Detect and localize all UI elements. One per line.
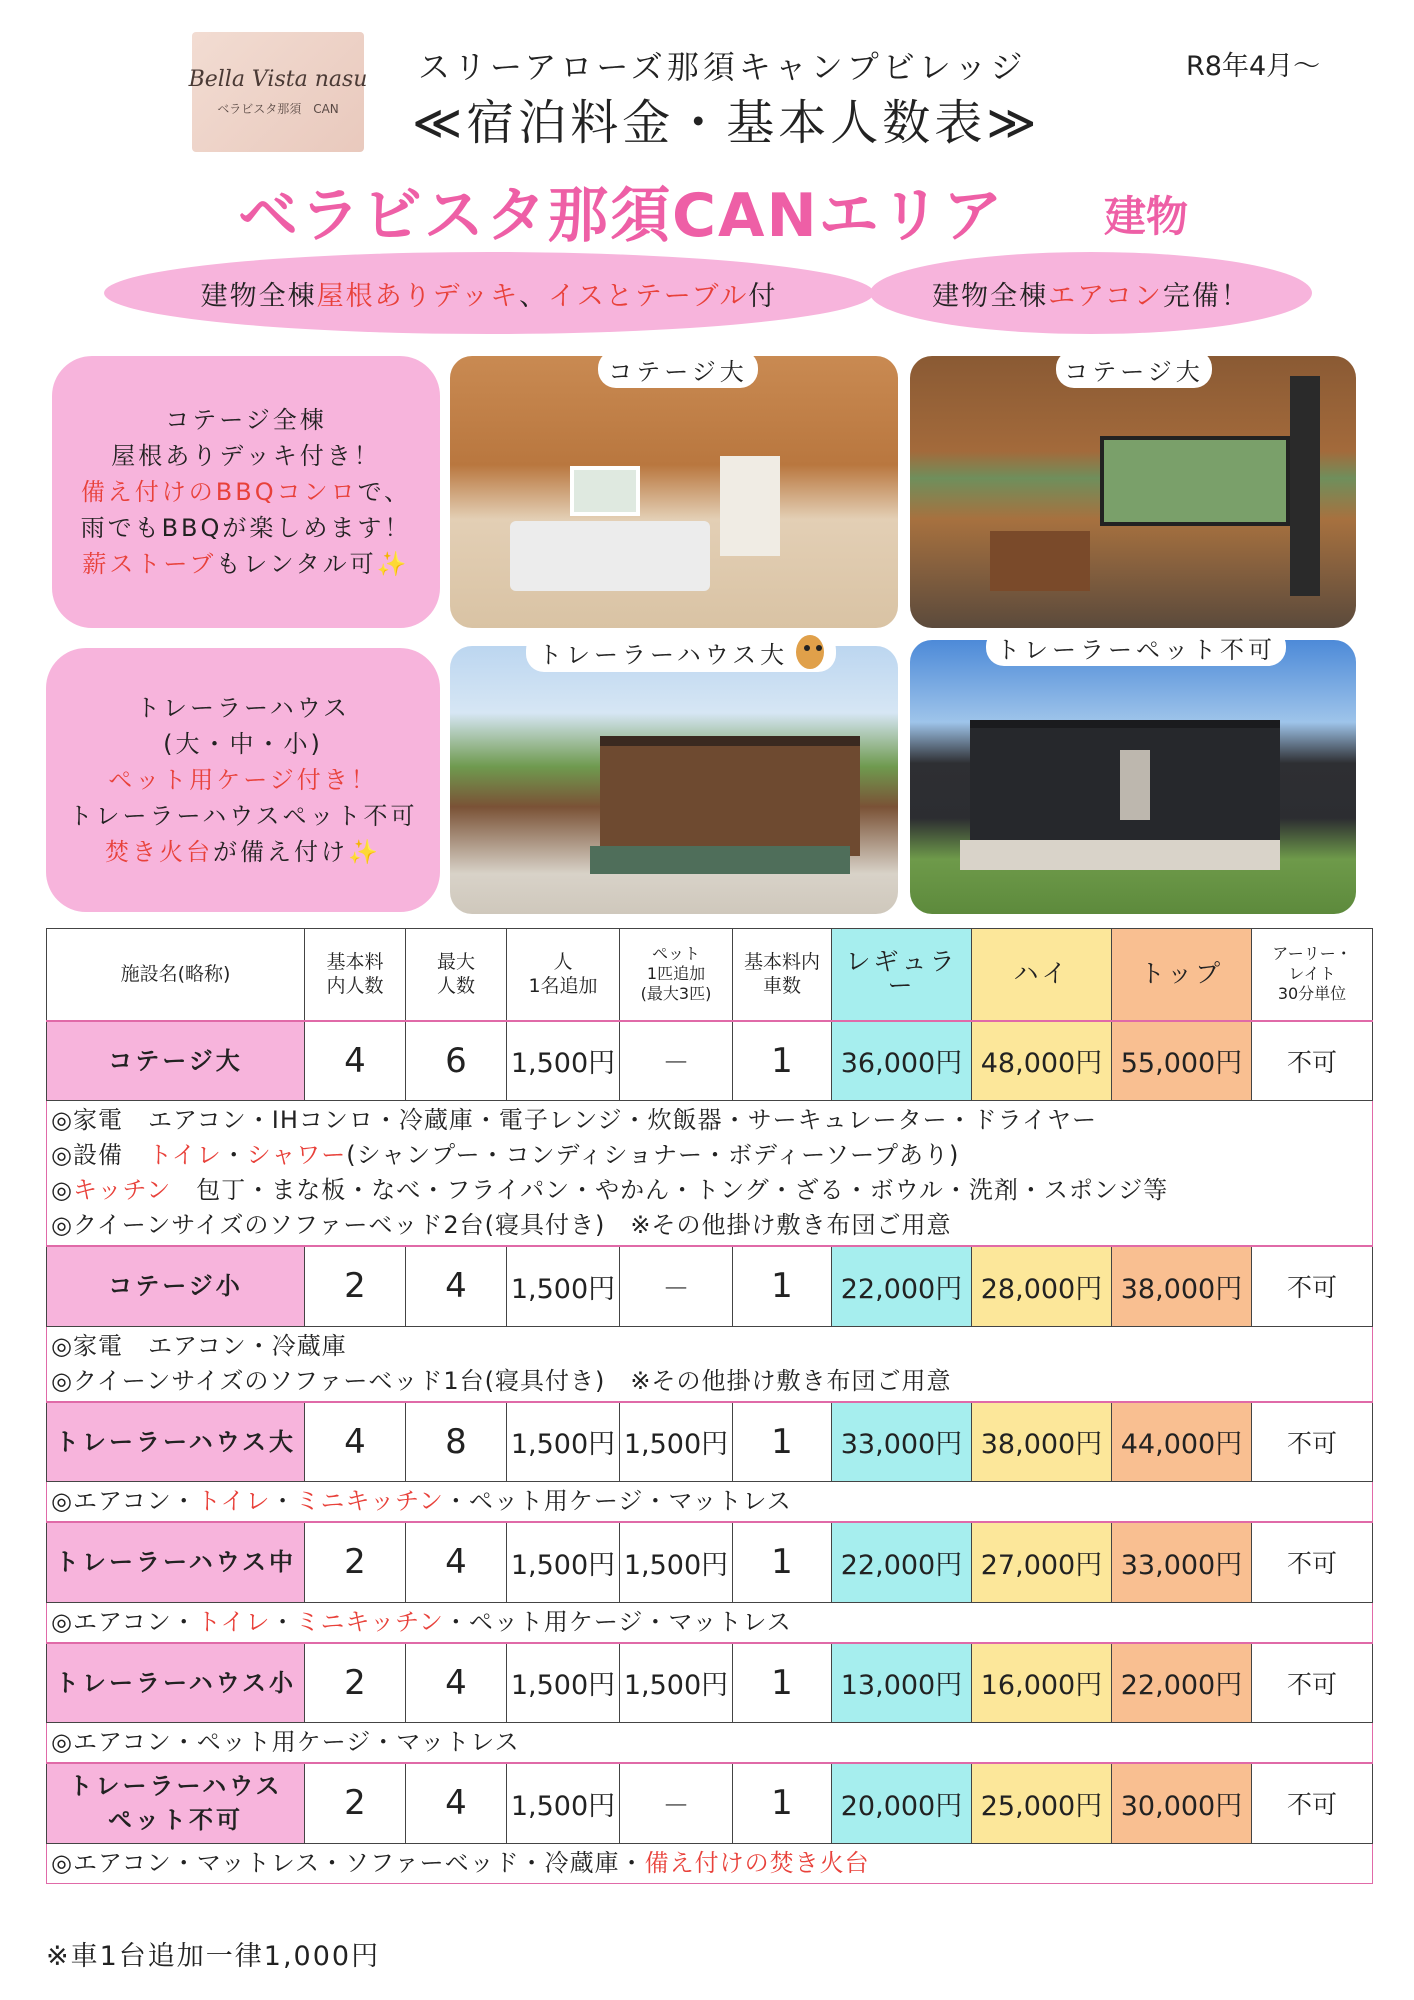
early-late-status: 不可	[1252, 1763, 1373, 1843]
detail-text: ・	[270, 1487, 296, 1515]
col-header-max	[406, 929, 507, 1021]
promo-text: もレンタル可✨	[216, 550, 410, 578]
car-count: 1	[733, 1643, 832, 1723]
car-count: 1	[733, 1402, 832, 1482]
max-people: 8	[406, 1402, 507, 1482]
col-header-top: トップ	[1112, 929, 1252, 1021]
area-title: ベラビスタ那須CANエリア	[238, 181, 1005, 251]
car-count: 1	[733, 1522, 832, 1602]
cottage-deck-photo	[910, 356, 1356, 628]
regular-price: 22,000円	[832, 1522, 972, 1602]
detail-text: 包丁・まな板・なべ・フライパン・やかん・トング・ざる・ボウル・洗剤・スポンジ等	[171, 1176, 1169, 1204]
facility-name: トレーラーハウス小	[47, 1643, 305, 1723]
banner-text: 付	[748, 280, 778, 312]
table-row	[47, 1246, 1373, 1326]
add-person-fee: 1,500円	[507, 1763, 620, 1843]
detail-line	[51, 1605, 1368, 1640]
promo-line	[82, 546, 409, 582]
photo-label: トレーラーペット不可	[986, 628, 1286, 666]
facility-name-line: ペット不可	[108, 1806, 243, 1835]
banner-highlight: イスとテーブル	[548, 280, 749, 312]
detail-line: ◎クイーンサイズのソファーベッド2台(寝具付き) ※その他掛け敷き布団ご用意	[51, 1211, 952, 1239]
add-person-fee: 1,500円	[507, 1402, 620, 1482]
page-title: ≪宿泊料金・基本人数表≫	[412, 95, 1041, 151]
detail-line	[51, 1484, 1368, 1519]
detail-text: ◎エアコン・	[51, 1607, 197, 1636]
high-price: 48,000円	[972, 1021, 1112, 1101]
facility-details	[47, 1326, 1373, 1402]
table-row	[47, 1643, 1373, 1723]
header-line: 基本料内	[743, 951, 820, 974]
pet-fee: 1,500円	[620, 1402, 733, 1482]
header-line: (最大3匹)	[640, 984, 712, 1004]
header-campsite-name: スリーアローズ那須キャンプビレッジ	[418, 48, 1027, 86]
col-header-base	[305, 929, 406, 1021]
high-price: 27,000円	[972, 1522, 1112, 1602]
base-people: 2	[305, 1246, 406, 1326]
base-people: 4	[305, 1402, 406, 1482]
promo-line: (大・中・小)	[163, 730, 323, 758]
promo-line: トレーラーハウスペット不可	[68, 802, 418, 830]
detail-text: ・	[221, 1141, 247, 1169]
table-header-row	[47, 929, 1373, 1021]
facility-details	[47, 1723, 1373, 1764]
promo-text: が備え付け✨	[213, 838, 381, 866]
banner-text: 建物全棟	[932, 280, 1049, 312]
col-header-high: ハイ	[972, 929, 1112, 1021]
brand-logo	[188, 32, 368, 152]
top-price: 44,000円	[1112, 1402, 1252, 1482]
top-price: 33,000円	[1112, 1522, 1252, 1602]
facility-name: コテージ小	[47, 1246, 305, 1326]
detail-highlight: キッチン	[72, 1176, 172, 1204]
header-line: 1名追加	[528, 975, 598, 998]
header-line: レイト	[1288, 964, 1336, 984]
deck-feature-banner	[104, 252, 874, 334]
table-detail-row	[47, 1482, 1373, 1523]
col-header-name: 施設名(略称)	[47, 929, 305, 1021]
promo-line: コテージ全棟	[165, 406, 327, 434]
header-line: 内人数	[326, 975, 384, 998]
effective-date: R8年4月～	[1186, 51, 1321, 82]
detail-highlight: ミニキッチン	[295, 1487, 444, 1515]
table-detail-row	[47, 1326, 1373, 1402]
base-people: 2	[305, 1763, 406, 1843]
facility-details	[47, 1101, 1373, 1247]
regular-price: 33,000円	[832, 1402, 972, 1482]
regular-price: 13,000円	[832, 1643, 972, 1723]
high-price: 25,000円	[972, 1763, 1112, 1843]
promo-line: 屋根ありデッキ付き！	[111, 442, 381, 470]
detail-highlight: シャワー	[246, 1141, 347, 1169]
table-detail-row	[47, 1843, 1373, 1883]
detail-text: ・ペット用ケージ・マットレス	[443, 1607, 792, 1636]
area-subtitle: 建物	[1104, 192, 1189, 241]
max-people: 4	[406, 1246, 507, 1326]
banner-text: 、	[519, 280, 549, 312]
car-fee-footnote: ※車1台追加一律1,000円	[46, 1941, 381, 1972]
photo-label: コテージ大	[598, 350, 758, 388]
add-person-fee: 1,500円	[507, 1246, 620, 1326]
aircon-feature-banner	[870, 252, 1312, 334]
photo-label-text: トレーラーハウス大	[538, 640, 789, 669]
banner-highlight: 屋根ありデッキ	[316, 280, 520, 312]
detail-highlight: ミニキッチン	[295, 1607, 444, 1636]
trailer-promo-box	[46, 648, 440, 912]
promo-line: 雨でもBBQが楽しめます！	[80, 514, 412, 542]
max-people: 6	[406, 1021, 507, 1101]
table-detail-row	[47, 1602, 1373, 1643]
header-line: ペット	[651, 944, 700, 964]
base-people: 2	[305, 1643, 406, 1723]
car-count: 1	[733, 1246, 832, 1326]
add-person-fee: 1,500円	[507, 1522, 620, 1602]
max-people: 4	[406, 1643, 507, 1723]
pet-fee: 1,500円	[620, 1522, 733, 1602]
detail-line	[51, 1846, 1368, 1881]
regular-price: 22,000円	[832, 1246, 972, 1326]
facility-details	[47, 1602, 1373, 1643]
logo-sub-text: ベラビスタ那須 CAN	[217, 102, 339, 116]
facility-name: トレーラーハウス中	[47, 1522, 305, 1602]
no-pet-trailer-photo	[910, 640, 1356, 914]
detail-line: ◎エアコン・ペット用ケージ・マットレス	[51, 1728, 520, 1756]
base-people: 2	[305, 1522, 406, 1602]
detail-line: ◎クイーンサイズのソファーベッド1台(寝具付き) ※その他掛け敷き布団ご用意	[51, 1366, 952, 1395]
dog-icon	[796, 635, 824, 669]
col-header-add-person	[507, 929, 620, 1021]
logo-script-text: Bella Vista nasu	[188, 67, 368, 92]
high-price: 28,000円	[972, 1246, 1112, 1326]
pet-fee: －	[620, 1246, 733, 1326]
regular-price: 20,000円	[832, 1763, 972, 1843]
facility-name-line: トレーラーハウス	[68, 1772, 283, 1801]
detail-line	[51, 1138, 1368, 1173]
early-late-status: 不可	[1252, 1246, 1373, 1326]
promo-highlight: 焚き火台	[105, 838, 214, 866]
table-row	[47, 1021, 1373, 1101]
header-line: 人	[553, 951, 573, 974]
table-row	[47, 1522, 1373, 1602]
table-detail-row	[47, 1723, 1373, 1764]
price-table	[46, 928, 1373, 1884]
detail-highlight: トイレ	[196, 1487, 271, 1515]
header-line: 人数	[436, 975, 475, 998]
detail-highlight: トイレ	[147, 1141, 222, 1169]
facility-name: トレーラーハウス大	[47, 1402, 305, 1482]
col-header-cars	[733, 929, 832, 1021]
promo-line	[81, 474, 411, 510]
car-count: 1	[733, 1763, 832, 1843]
promo-text: で、	[357, 478, 412, 506]
cottage-promo-box	[52, 356, 440, 628]
promo-highlight: 備え付けのBBQコンロ	[80, 478, 358, 506]
banner-highlight: エアコン	[1048, 280, 1163, 312]
detail-text: (シャンプー・コンディショナー・ボディーソープあり)	[346, 1141, 960, 1169]
large-trailer-house-photo	[450, 646, 898, 914]
detail-text: ◎	[51, 1176, 73, 1204]
header-line: 基本料	[326, 951, 384, 974]
base-people: 4	[305, 1021, 406, 1101]
cottage-interior-photo	[450, 356, 898, 628]
detail-text: ◎エアコン・マットレス・ソファーベッド・冷蔵庫・	[51, 1848, 645, 1877]
facility-details	[47, 1843, 1373, 1883]
col-header-pet	[620, 929, 733, 1021]
regular-price: 36,000円	[832, 1021, 972, 1101]
detail-highlight: トイレ	[196, 1607, 271, 1636]
promo-highlight: 薪ストーブ	[82, 550, 217, 578]
detail-text: ・ペット用ケージ・マットレス	[443, 1487, 792, 1515]
col-header-early-late	[1252, 929, 1373, 1021]
header-line: 1匹追加	[646, 964, 706, 984]
early-late-status: 不可	[1252, 1021, 1373, 1101]
header-line: 車数	[762, 975, 801, 998]
high-price: 16,000円	[972, 1643, 1112, 1723]
header-line: 最大	[436, 951, 475, 974]
car-count: 1	[733, 1021, 832, 1101]
banner-text: 建物全棟	[200, 280, 317, 312]
facility-name: コテージ大	[47, 1021, 305, 1101]
top-price: 38,000円	[1112, 1246, 1252, 1326]
early-late-status: 不可	[1252, 1522, 1373, 1602]
max-people: 4	[406, 1522, 507, 1602]
top-price: 55,000円	[1112, 1021, 1252, 1101]
facility-name	[47, 1763, 305, 1843]
detail-highlight: 備え付けの焚き火台	[644, 1848, 870, 1877]
add-person-fee: 1,500円	[507, 1021, 620, 1101]
promo-line: トレーラーハウス	[135, 694, 351, 722]
photo-label: コテージ大	[1056, 350, 1212, 388]
table-row	[47, 1763, 1373, 1843]
banner-text: 完備！	[1162, 280, 1250, 312]
detail-line: ◎家電 エアコン・冷蔵庫	[51, 1331, 347, 1360]
max-people: 4	[406, 1763, 507, 1843]
detail-line	[51, 1173, 1368, 1208]
promo-line	[105, 834, 381, 870]
promo-highlight: ペット用ケージ付き！	[108, 766, 378, 794]
top-price: 30,000円	[1112, 1763, 1252, 1843]
add-person-fee: 1,500円	[507, 1643, 620, 1723]
header-line: アーリー・	[1272, 944, 1352, 964]
pet-fee: 1,500円	[620, 1643, 733, 1723]
high-price: 38,000円	[972, 1402, 1112, 1482]
early-late-status: 不可	[1252, 1643, 1373, 1723]
detail-text: ◎設備	[51, 1141, 148, 1169]
col-header-regular: レギュラー	[832, 929, 972, 1021]
table-detail-row	[47, 1101, 1373, 1247]
header-line: 30分単位	[1277, 984, 1347, 1004]
detail-text: ・	[270, 1607, 296, 1636]
photo-label	[526, 632, 836, 672]
pet-fee: －	[620, 1021, 733, 1101]
top-price: 22,000円	[1112, 1643, 1252, 1723]
detail-text: ◎エアコン・	[51, 1487, 197, 1515]
early-late-status: 不可	[1252, 1402, 1373, 1482]
table-row	[47, 1402, 1373, 1482]
pet-fee: －	[620, 1763, 733, 1843]
facility-details	[47, 1482, 1373, 1523]
detail-line: ◎家電 エアコン・IHコンロ・冷蔵庫・電子レンジ・炊飯器・サーキュレーター・ドライヤー	[51, 1106, 1097, 1134]
